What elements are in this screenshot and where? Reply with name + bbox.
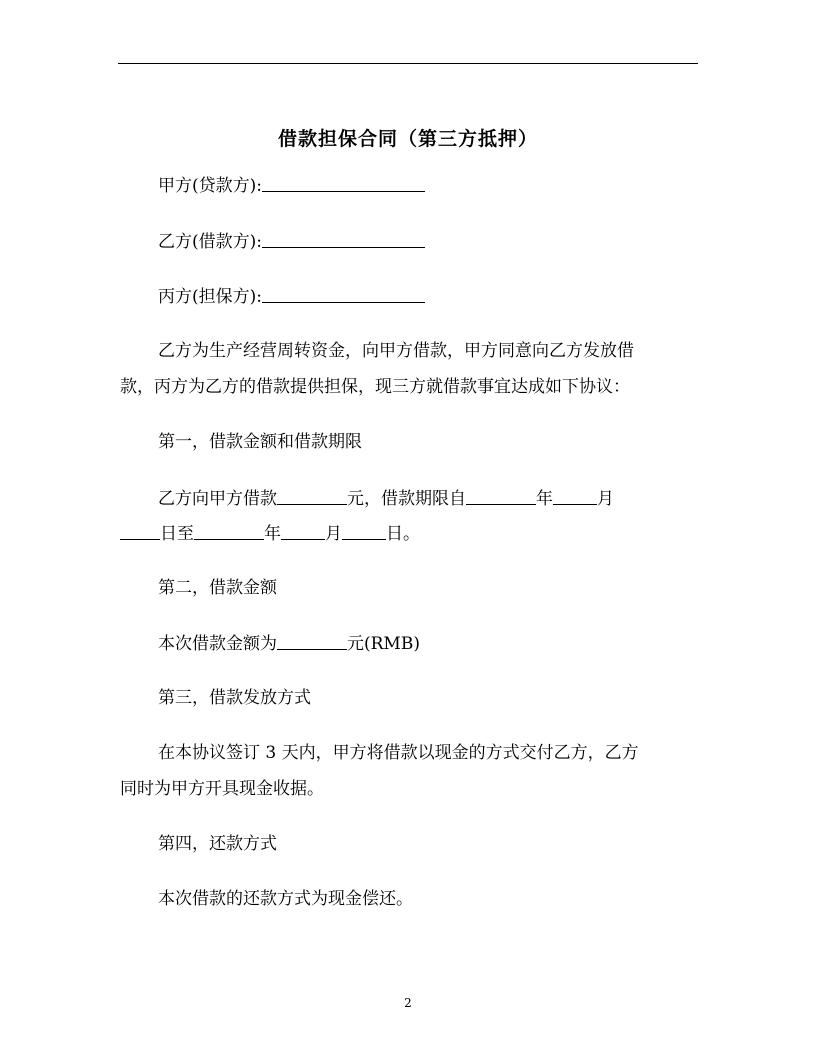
header-rule (118, 63, 698, 64)
section-1-text-a: 乙方向甲方借款 (158, 489, 277, 509)
loan-amount-blank (277, 487, 347, 505)
section-3-heading: 第三，借款发放方式 (158, 688, 311, 708)
section-1-heading: 第一，借款金额和借款期限 (158, 432, 362, 452)
party-b-label: 乙方(借款方): (158, 232, 262, 252)
party-c-blank (262, 285, 425, 303)
party-a-line (158, 174, 425, 197)
end-month-blank (281, 522, 325, 540)
section-3-line-1: 在本协议签订 3 天内，甲方将借款以现金的方式交付乙方，乙方 (158, 743, 639, 763)
section-1-text-b: 元，借款期限自 (347, 489, 466, 509)
section-2-amount-blank (277, 632, 347, 650)
party-a-label: 甲方(贷款方): (158, 176, 262, 196)
start-month-blank (553, 487, 597, 505)
start-year-blank (466, 487, 536, 505)
start-day-blank (120, 522, 160, 540)
document-title: 借款担保合同（第三方抵押） (277, 128, 538, 150)
section-2-text-a: 本次借款金额为 (158, 634, 277, 654)
party-a-blank (262, 174, 425, 192)
party-c-line (158, 285, 425, 308)
section-1-text-c: 年 (536, 489, 553, 509)
party-c-label: 丙方(担保方): (158, 287, 262, 307)
end-day-blank (342, 522, 386, 540)
party-b-blank (262, 230, 425, 248)
section-2-line (158, 632, 420, 655)
section-1-text-e: 日至 (160, 524, 194, 544)
section-1-text-d: 月 (597, 489, 614, 509)
section-1-text-g: 月 (325, 524, 342, 544)
party-b-line (158, 230, 425, 253)
section-1-line-2 (120, 522, 420, 545)
page-number: 2 (404, 996, 412, 1010)
section-2-text-b: 元(RMB) (347, 634, 420, 654)
end-year-blank (194, 522, 264, 540)
section-1-text-f: 年 (264, 524, 281, 544)
preamble-line-2: 款，丙方为乙方的借款提供担保，现三方就借款事宜达成如下协议： (120, 377, 630, 397)
section-2-heading: 第二，借款金额 (158, 578, 277, 598)
section-3-line-2: 同时为甲方开具现金收据。 (120, 779, 324, 799)
section-1-line-1 (158, 487, 614, 510)
preamble-line-1: 乙方为生产经营周转资金，向甲方借款，甲方同意向乙方发放借 (158, 341, 634, 361)
section-4-heading: 第四，还款方式 (158, 834, 277, 854)
section-1-text-h: 日。 (386, 524, 420, 544)
section-4-text: 本次借款的还款方式为现金偿还。 (158, 889, 413, 909)
